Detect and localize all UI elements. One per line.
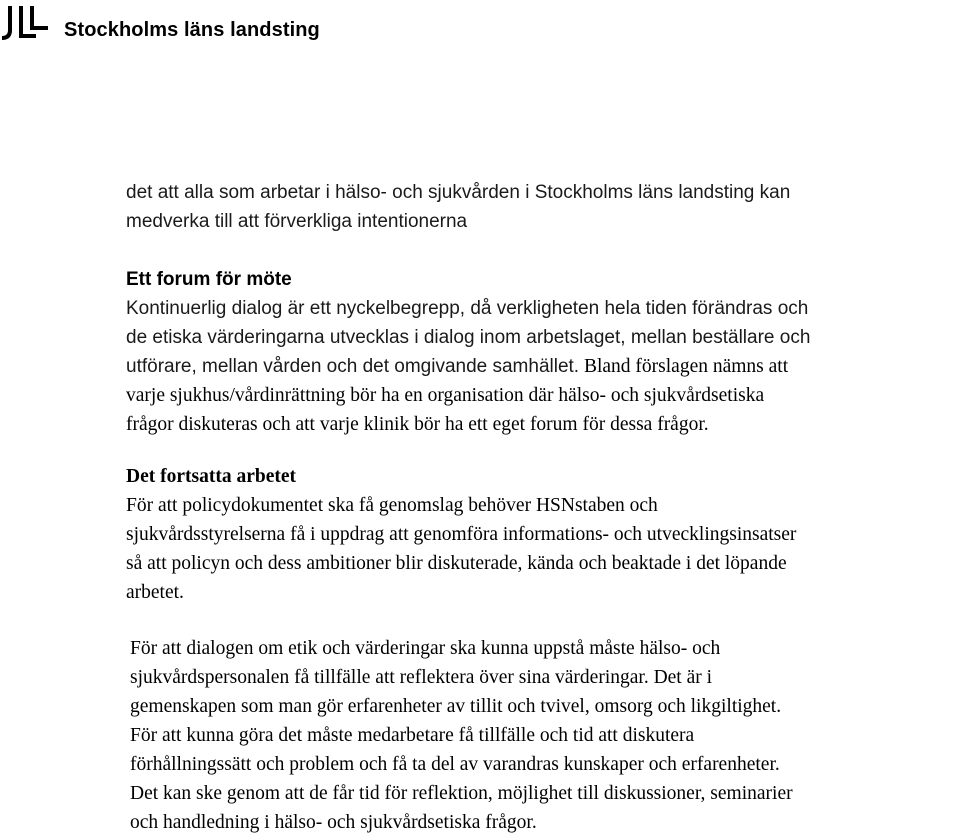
paragraph-text: Bland förslagen nämns att varje sjukhus/vårdinrättning bör ha en organisation där hälso- och sjukvårdsetiska frågor diskuteras och att varje klinik bör ha ett eget forum för dessa frågor. [126,356,789,435]
organization-name: Stockholms läns landsting [64,19,320,41]
section-forum [126,265,956,439]
section-paragraph [126,294,956,439]
section-paragraph: För att policydokumentet ska få genomslag behöver HSNstaben och sjukvårdsstyrelserna få i uppdrag att genomföra informations- och utvecklingsinsatser så att policyn och dess ambitioner blir diskuterade, kända och beaktade i det löpande arbetet. [126,495,797,603]
section-continued-work [126,462,956,607]
section-heading: Ett forum för möte [126,269,292,290]
paragraph-text: Kontinuerlig dialog är ett nyckelbegrepp, då verkligheten hela tiden förändras och de etiska värderingarna utvecklas i dialog inom arbetslaget, mellan beställare och utförare, mellan vården och det omgivande samhället. [126,298,811,377]
document-header [0,0,360,50]
sll-logo-icon [2,6,50,42]
section-heading: Det fortsatta arbetet [126,466,296,487]
intro-paragraph: det att alla som arbetar i hälso- och sjukvården i Stockholms läns landsting kan medverka till att förverkliga intentionerna [126,182,791,232]
closing-paragraph: För att dialogen om etik och värderingar ska kunna uppstå måste hälso- och sjukvårdspersonalen få tillfälle att reflektera över sina värderingar. Det är i gemenskapen som man gör erfarenheter av tillit och tvivel, omsorg och likgiltighet. För att kunna göra det måste medarbetare få tillfälle och tid att diskutera förhållningssätt och problem och få ta del av varandras kunskaper och erfarenheter. Det kan ske genom att de får tid för reflektion, möjlighet till diskussioner, seminarier och handledning i hälso- och sjukvårdsetiska frågor. [130,638,793,833]
document-body [126,178,956,837]
